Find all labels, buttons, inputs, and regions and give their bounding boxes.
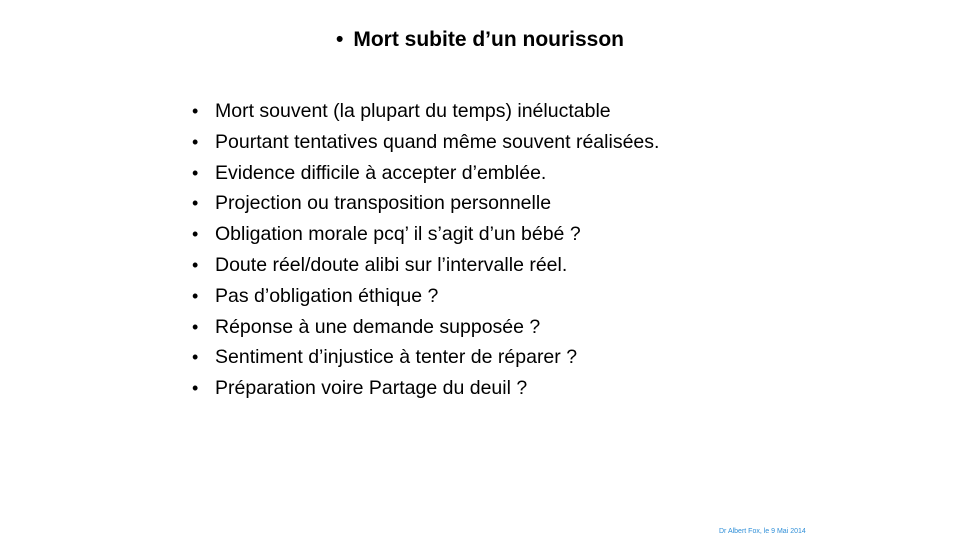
list-item-text: Evidence difficile à accepter d’emblée.	[215, 161, 547, 184]
list-item-text: Doute réel/doute alibi sur l’intervalle réel.	[215, 253, 568, 276]
list-item-text: Pourtant tentatives quand même souvent réalisées.	[215, 130, 660, 153]
footer-credit: Dr Albert Fox, le 9 Mai 2014	[719, 528, 806, 535]
bullet-dot: •	[192, 316, 199, 337]
bullet-dot: •	[192, 285, 199, 306]
bullet-dot: •	[192, 347, 199, 368]
list-item	[192, 96, 892, 127]
bullet-dot: •	[192, 101, 199, 121]
bullet-dot: •	[192, 193, 199, 214]
list-item	[192, 342, 892, 373]
list-item	[192, 219, 892, 250]
list-item	[192, 127, 892, 158]
list-item-text: Pas d’obligation éthique ?	[215, 284, 439, 307]
list-item-text: Préparation voire Partage du deuil ?	[215, 377, 528, 400]
list-item	[192, 158, 892, 189]
list-item	[192, 188, 892, 219]
list-item-text: Obligation morale pcq’ il s’agit d’un bébé ?	[215, 223, 581, 246]
slide-title-line	[0, 25, 960, 55]
bullet-dot: •	[192, 162, 199, 183]
bullet-dot: •	[192, 254, 199, 275]
list-item-text: Réponse à une demande supposée ?	[215, 315, 541, 338]
slide-title: Mort subite d’un nourisson	[353, 28, 624, 51]
list-item	[192, 281, 892, 312]
list-item	[192, 250, 892, 281]
title-bullet: •	[335, 28, 344, 51]
list-item-text: Projection ou transposition personnelle	[215, 192, 552, 215]
list-item-text: Sentiment d’injustice à tenter de réparer ?	[215, 346, 578, 369]
bullet-dot: •	[192, 224, 199, 245]
list-item	[192, 373, 892, 404]
bullet-dot: •	[192, 378, 199, 399]
list-item	[192, 312, 892, 343]
bullet-dot: •	[192, 131, 199, 152]
list-item-text: Mort souvent (la plupart du temps) inéluctable	[215, 100, 611, 122]
bullet-list	[192, 96, 892, 404]
